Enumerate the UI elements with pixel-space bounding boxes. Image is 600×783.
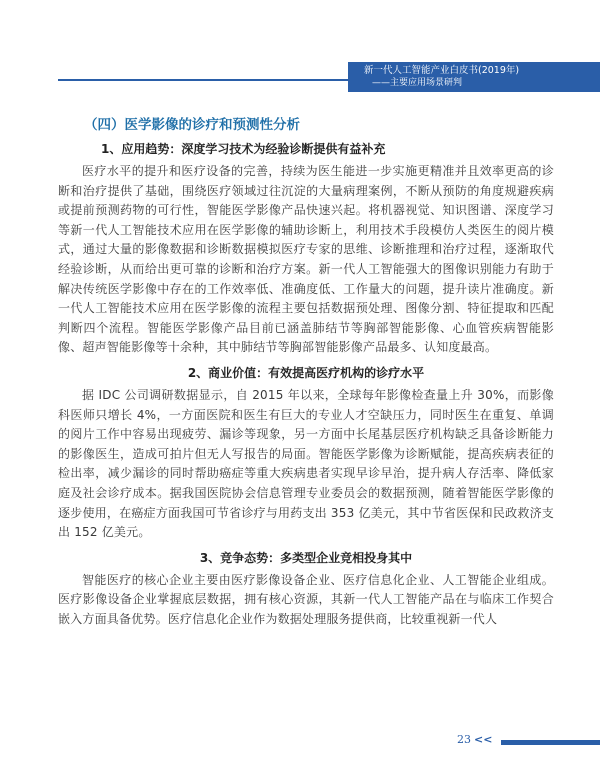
section-title: （四）医学影像的诊疗和预测性分析 xyxy=(84,117,300,133)
subsection-heading-1: 1、应用趋势：深度学习技术为经验诊断提供有益补充 xyxy=(101,142,386,156)
paragraph-2: 据 IDC 公司调研数据显示，自 2015 年以来，全球每年影像检查量上升 30%，而影像科医师只增长 4%，一方面医院和医生有巨大的专业人才空缺压力，同时医生在重复、单调的阅片工作中容易出现疲劳、漏诊等现象，另一方面中长尾基层医疗机构缺乏具备诊断能力的影像医生，造成可拍片但无人写报告的局面。智能医学影像为诊断赋能，提高疾病表征的检出率，减少漏诊的同时帮助癌症等重大疾病患者实现早诊早治，提升病人存活率、降低家庭及社会诊疗成本。据我国医院协会信息管理专业委员会的数据预测，随着智能医学影像的逐步使用，在癌症方面我国可节省诊疗与用药支出 353 亿美元，其中节省医保和民政救济支出 152 亿美元。 xyxy=(58,387,554,540)
header-rule xyxy=(58,79,348,81)
double-chevron-left-icon: << xyxy=(474,733,493,746)
header-title: 新一代人工智能产业白皮书(2019年) xyxy=(364,65,520,76)
subsection-heading-3: 3、竞争态势：多类型企业竞相投身其中 xyxy=(199,550,413,565)
page-number: 23 xyxy=(457,733,471,746)
paragraph-3: 智能医疗的核心企业主要由医疗影像设备企业、医疗信息化企业、人工智能企业组成。医疗影像设备企业掌握底层数据，拥有核心资源，其新一代人工智能产品在与临床工作契合嵌入方面具备优势。医疗信息化企业作为数据处理服务提供商，比较重视新一代人 xyxy=(58,572,554,626)
running-header xyxy=(348,62,600,92)
paragraph-1: 医疗水平的提升和医疗设备的完善，持续为医生能进一步实施更精准并且效率更高的诊断和治疗提供了基础，围绕医疗领域过往沉淀的大量病理案例，不断从预防的角度规避疾病或提前预测药物的可行性，智能医学影像产品快速兴起。将机器视觉、知识图谱、深度学习等新一代人工智能技术应用在医学影像的辅助诊断上，利用技术手段模仿人类医生的阅片模式，通过大量的影像数据和诊断数据模拟医疗专家的思维、诊断推理和治疗过程，逐渐取代经验诊断，从而给出更可靠的诊断和治疗方案。新一代人工智能强大的图像识别能力有助于解决传统医学影像中存在的工作效率低、准确度低、工作量大的问题，提升读片准确度。新一代人工智能技术应用在医学影像的流程主要包括数据预处理、图像分割、特征提取和匹配判断四个流程。智能医学影像产品目前已涵盖肺结节等胸部智能影像、心血管疾病智能影像、超声智能影像等十余种，其中肺结节等胸部智能影像产品最多、认知度最高。 xyxy=(58,164,554,355)
page-footer xyxy=(0,732,600,752)
header-subtitle: ——主要应用场景研判 xyxy=(372,78,463,88)
subsection-heading-2: 2、商业价值：有效提高医疗机构的诊疗水平 xyxy=(187,365,425,380)
page-body xyxy=(58,116,554,635)
footer-bar xyxy=(501,740,600,745)
